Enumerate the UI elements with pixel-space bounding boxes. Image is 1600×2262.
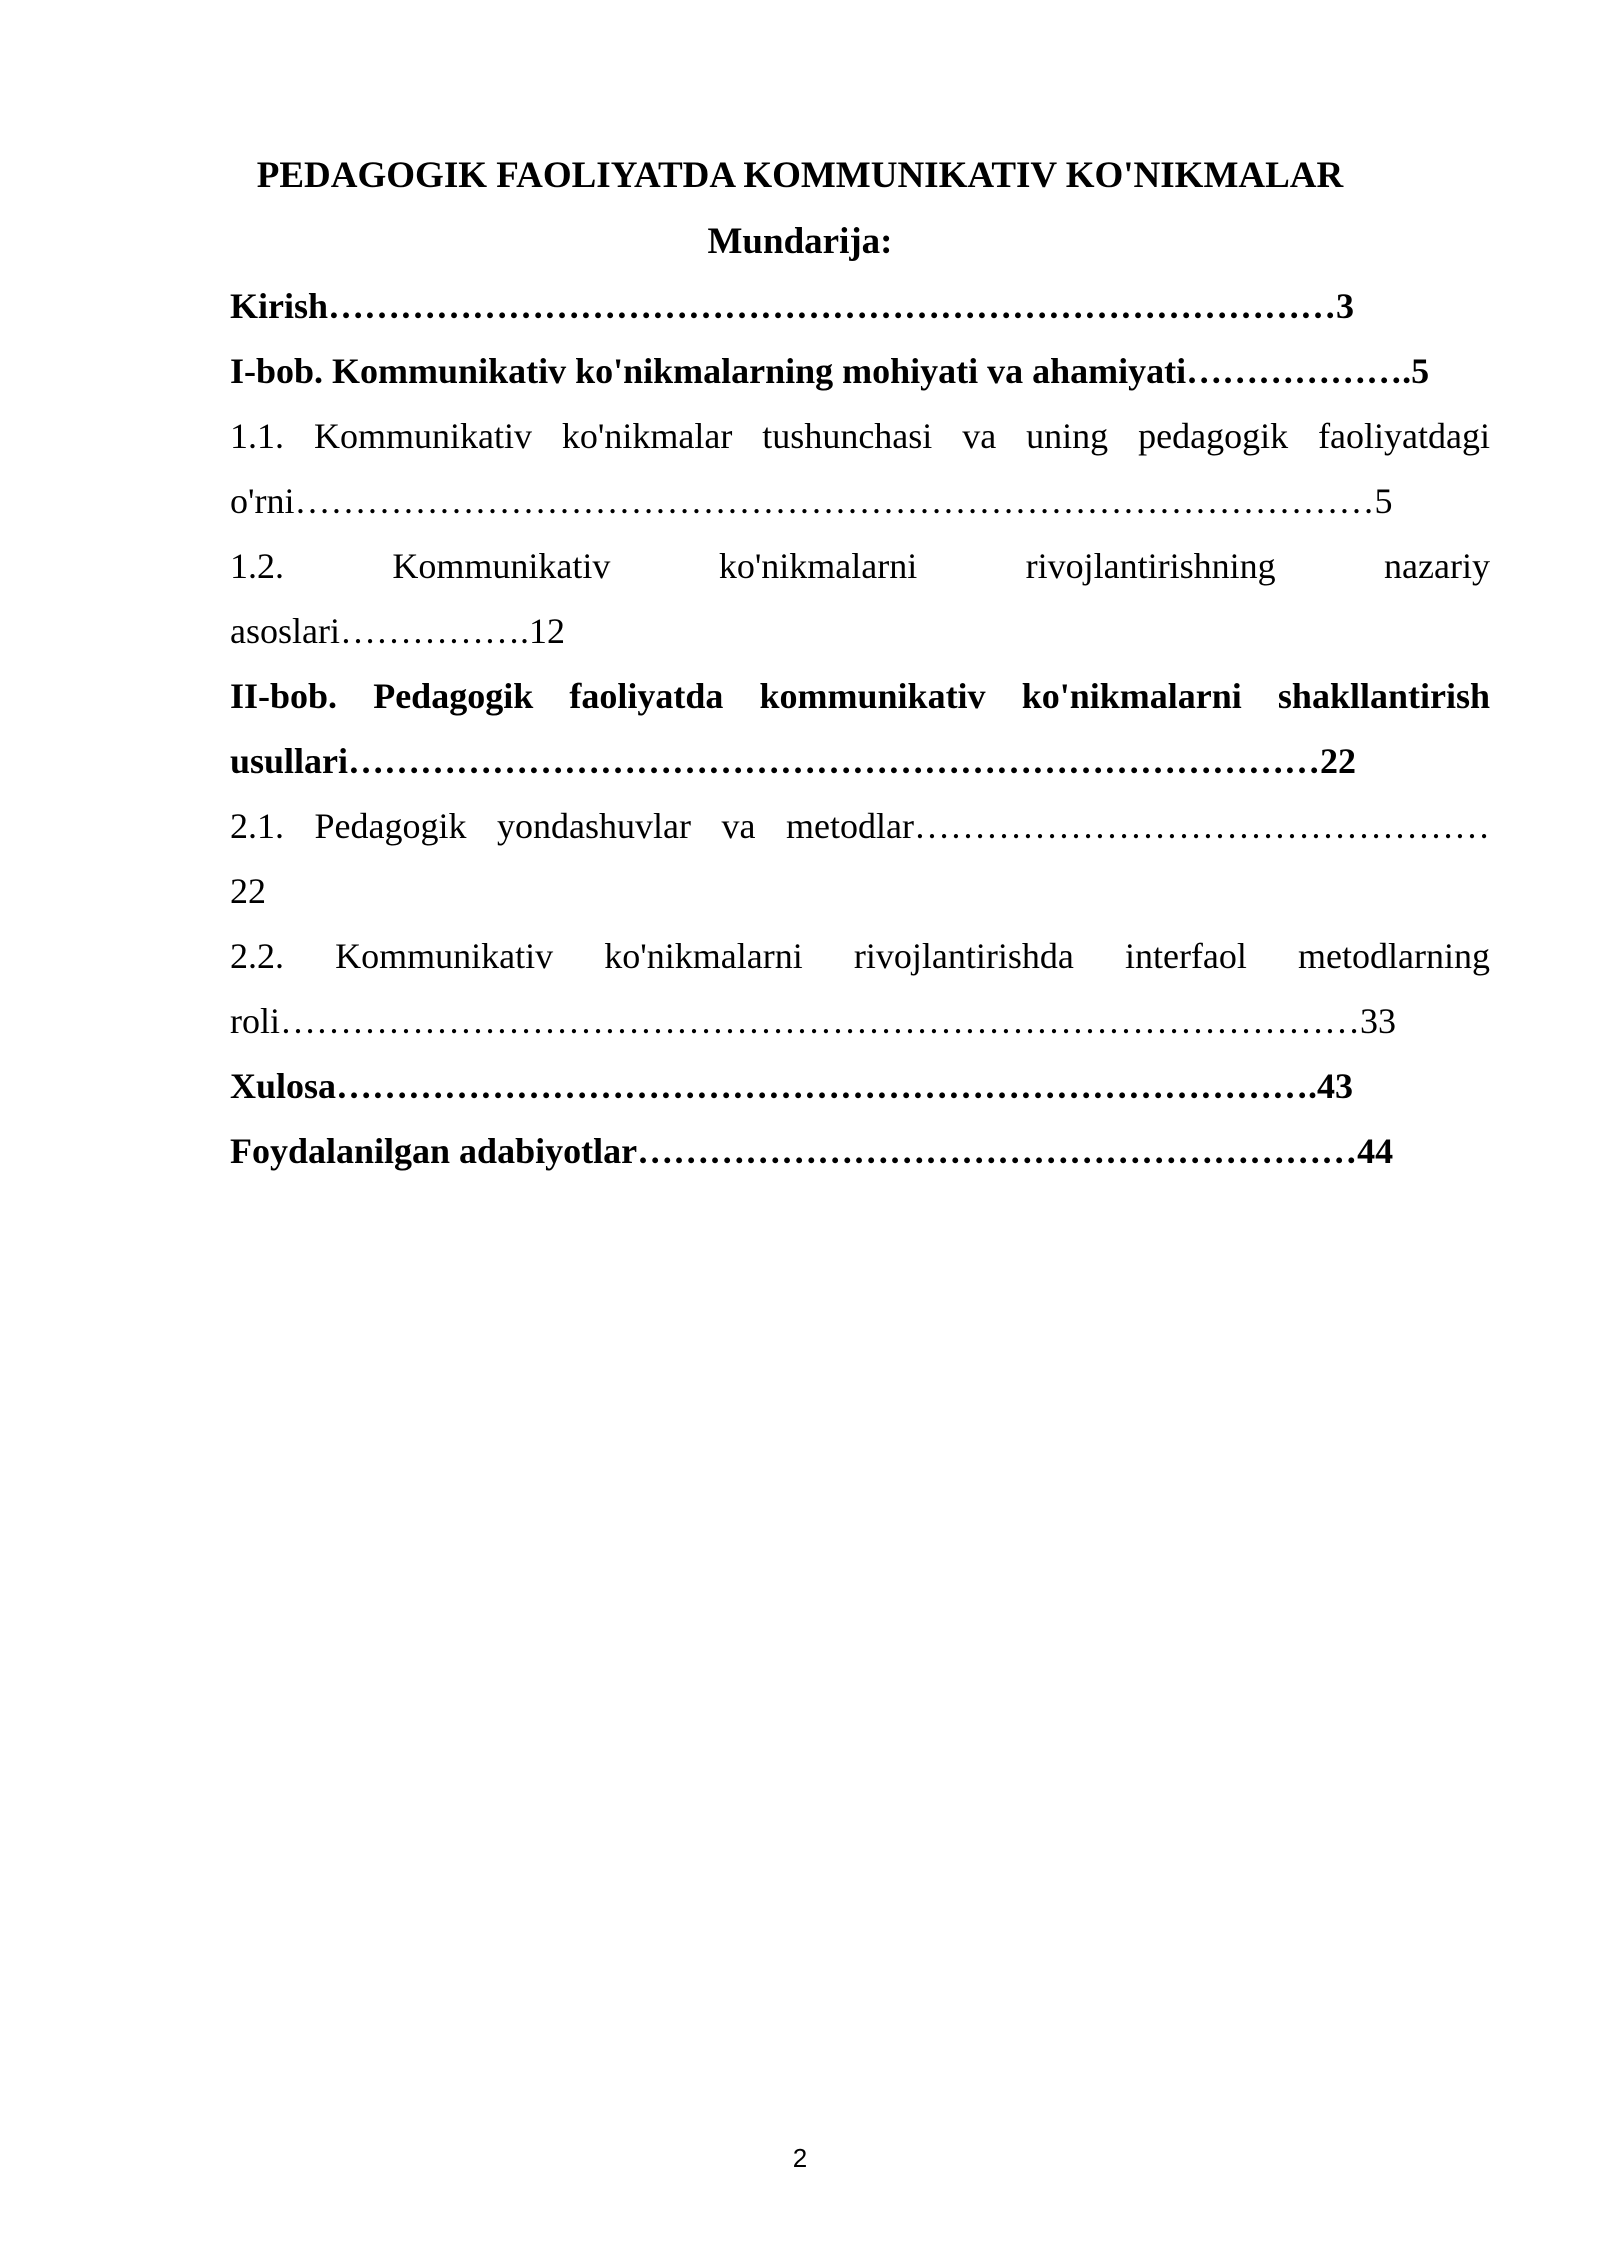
- toc-heading: Mundarija:: [707, 221, 893, 262]
- toc-line: roli………………………………………………………………………………33: [230, 1001, 1396, 1041]
- page-number: 2: [792, 2143, 808, 2173]
- toc-line: 1.1. Kommunikativ ko'nikmalar tushunchasi va uning pedagogik faoliyatdagi: [230, 416, 1490, 456]
- toc-line: Xulosa……………………………………………………………………….43: [230, 1066, 1354, 1106]
- toc-line: 1.2. Kommunikativ ko'nikmalarni rivojlantirishning nazariy: [230, 546, 1490, 586]
- toc-line: II-bob. Pedagogik faoliyatda kommunikativ ko'nikmalarni shakllantirish: [230, 676, 1490, 716]
- toc-line: 2.1. Pedagogik yondashuvlar va metodlar…………………………………………: [230, 806, 1490, 846]
- toc-line: 22: [230, 871, 266, 911]
- toc-line: I-bob. Kommunikativ ko'nikmalarning mohiyati va ahamiyati……………….5: [230, 351, 1430, 391]
- toc-line: usullari………………………………………………………………………22: [230, 741, 1357, 781]
- table-of-contents: [230, 282, 1490, 1192]
- toc-line: Kirish…………………………………………………………………………3: [230, 286, 1355, 326]
- document-title: PEDAGOGIK FAOLIYATDA KOMMUNIKATIV KO'NIKMALAR: [256, 155, 1344, 196]
- toc-line: o'rni………………………………………………………………………………5: [230, 481, 1393, 521]
- toc-line: 2.2. Kommunikativ ko'nikmalarni rivojlantirishda interfaol metodlarning: [230, 936, 1490, 976]
- toc-line: Foydalanilgan adabiyotlar……………………………………………………44: [230, 1131, 1394, 1171]
- toc-line: asoslari…………….12: [230, 611, 565, 651]
